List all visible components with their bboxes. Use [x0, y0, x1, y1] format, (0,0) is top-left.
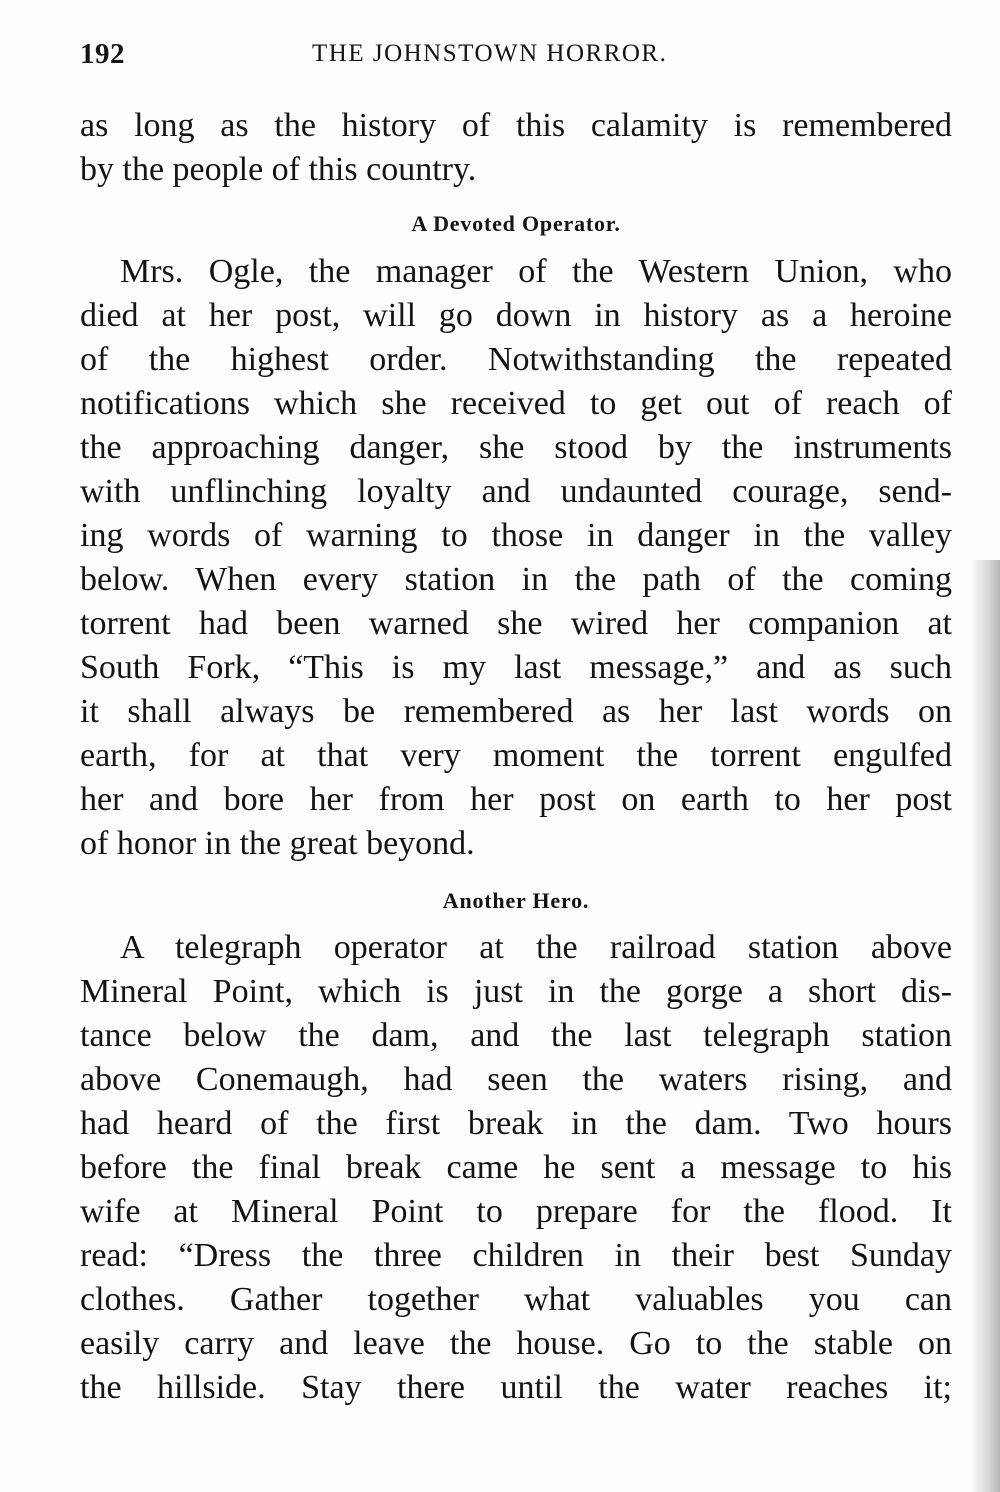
page-number: 192: [80, 38, 125, 70]
text-line: ing words of warning to those in danger in the valley: [80, 517, 952, 554]
page-header: [80, 34, 950, 74]
text-line: of the highest order. Notwithstanding the repeated: [80, 341, 952, 378]
text-line: South Fork, “This is my last message,” and as such: [80, 649, 952, 686]
text-line: earth, for at that very moment the torrent engulfed: [80, 737, 952, 774]
text-line: of honor in the great beyond.: [80, 825, 475, 862]
text-line: had heard of the first break in the dam. Two hours: [80, 1105, 952, 1142]
running-head: THE JOHNSTOWN HORROR.: [312, 40, 668, 67]
text-line: as long as the history of this calamity is remembered: [80, 107, 952, 144]
text-line: notifications which she received to get out of reach of: [80, 385, 952, 422]
text-line: died at her post, will go down in history as a heroine: [80, 297, 952, 334]
text-line: with unflinching loyalty and undaunted courage, send-: [80, 473, 952, 510]
text-line: her and bore her from her post on earth to her post: [80, 781, 952, 818]
paragraph-another-hero: [80, 926, 952, 1410]
text-line: tance below the dam, and the last telegraph station: [80, 1017, 952, 1054]
text-line: wife at Mineral Point to prepare for the flood. It: [80, 1193, 952, 1230]
text-line: it shall always be remembered as her last words on: [80, 693, 952, 730]
text-line: clothes. Gather together what valuables you can: [80, 1281, 952, 1318]
section-heading-another-hero: Another Hero.: [442, 888, 590, 913]
text-line: before the final break came he sent a message to his: [80, 1149, 952, 1186]
text-line: the hillside. Stay there until the water reaches it;: [80, 1369, 952, 1406]
text-line: Mineral Point, which is just in the gorge a short dis-: [80, 973, 952, 1010]
text-line: read: “Dress the three children in their best Sunday: [80, 1237, 952, 1274]
body-text: [80, 104, 952, 1410]
text-line: torrent had been warned she wired her companion at: [80, 605, 952, 642]
page-edge-shadow: [970, 560, 1000, 1492]
text-line: A telegraph operator at the railroad station above: [120, 929, 952, 966]
text-line: below. When every station in the path of the coming: [80, 561, 952, 598]
paragraph-devoted-operator: [80, 250, 952, 866]
section-heading-devoted-operator: A Devoted Operator.: [411, 211, 621, 236]
text-line: by the people of this country.: [80, 151, 477, 188]
text-line: above Conemaugh, had seen the waters rising, and: [80, 1061, 952, 1098]
text-line: easily carry and leave the house. Go to the stable on: [80, 1325, 952, 1362]
text-line: Mrs. Ogle, the manager of the Western Union, who: [120, 253, 952, 290]
text-line: the approaching danger, she stood by the instruments: [80, 429, 952, 466]
